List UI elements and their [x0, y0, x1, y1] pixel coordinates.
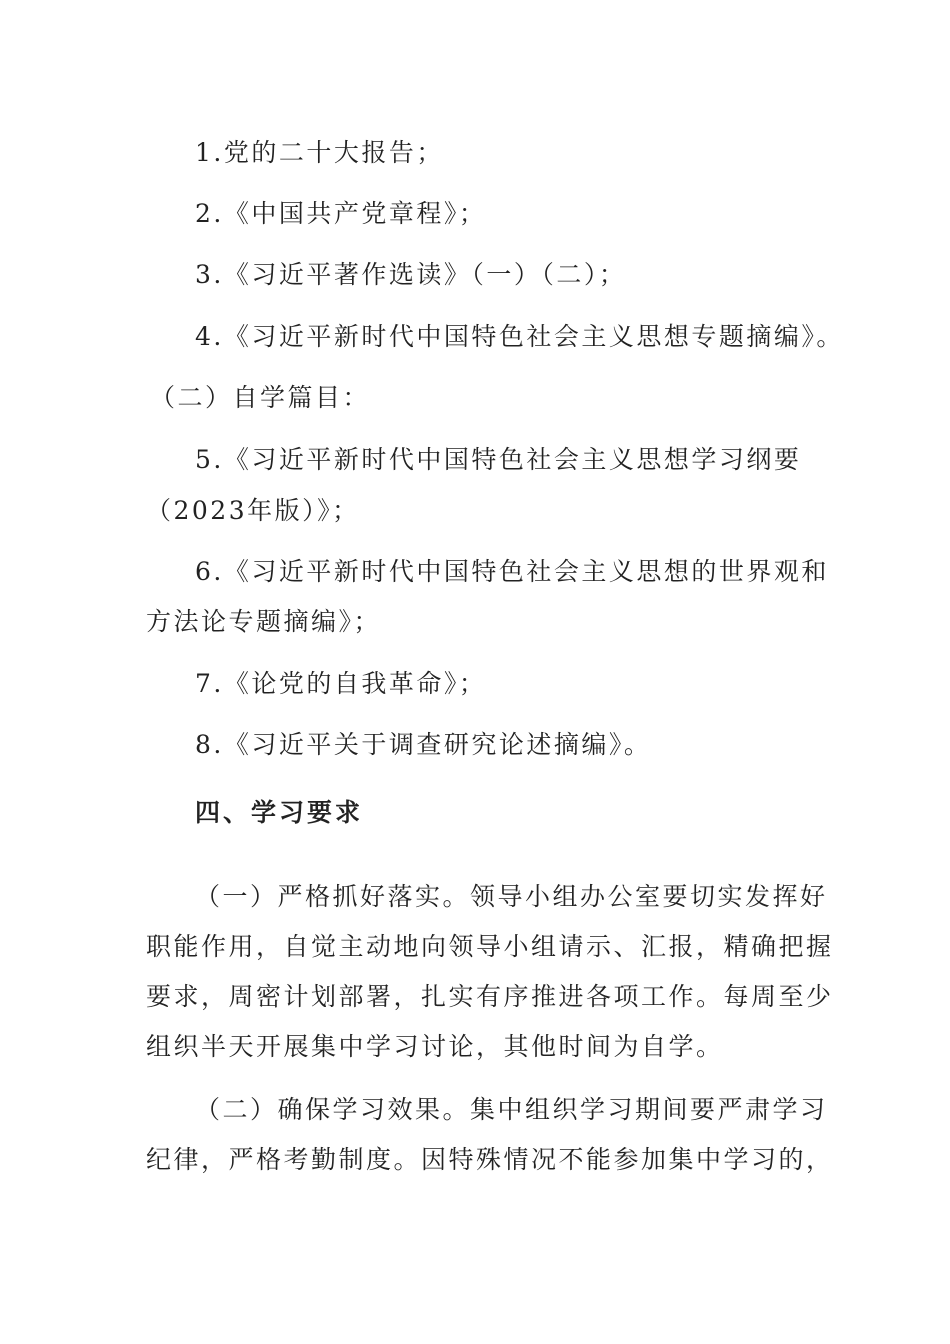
- study-item-3: 3.《习近平著作选读》（一）（二）；: [195, 260, 627, 289]
- self-study-item-5-line1: 5.《习近平新时代中国特色社会主义思想学习纲要: [195, 445, 802, 474]
- study-item-4: 4.《习近平新时代中国特色社会主义思想专题摘编》。: [195, 322, 844, 351]
- section-heading: 四、学习要求: [195, 798, 364, 827]
- self-study-item-6-line1: 6.《习近平新时代中国特色社会主义思想的世界观和: [195, 557, 829, 586]
- self-study-item-5-line2: （2023年版）》；: [146, 496, 360, 525]
- requirement-1-line-1: （一）严格抓好落实。领导小组办公室要切实发挥好: [195, 882, 828, 911]
- study-item-2: 2.《中国共产党章程》；: [195, 199, 487, 228]
- self-study-item-7: 7.《论党的自我革命》；: [195, 669, 487, 698]
- requirement-2-line-1: （二）确保学习效果。集中组织学习期间要严肃学习: [195, 1095, 828, 1124]
- requirement-1-line-2: 职能作用，自觉主动地向领导小组请示、汇报，精确把握: [146, 932, 834, 961]
- study-item-1: 1.党的二十大报告；: [195, 138, 444, 167]
- self-study-item-8: 8.《习近平关于调查研究论述摘编》。: [195, 730, 652, 759]
- self-study-title: （二）自学篇目：: [150, 383, 371, 412]
- requirement-1-line-3: 要求，周密计划部署，扎实有序推进各项工作。每周至少: [146, 982, 834, 1011]
- requirement-1-line-4: 组织半天开展集中学习讨论，其他时间为自学。: [146, 1032, 724, 1061]
- requirement-2-line-2: 纪律，严格考勤制度。因特殊情况不能参加集中学习的，: [146, 1145, 834, 1174]
- self-study-item-6-line2: 方法论专题摘编》；: [146, 607, 382, 636]
